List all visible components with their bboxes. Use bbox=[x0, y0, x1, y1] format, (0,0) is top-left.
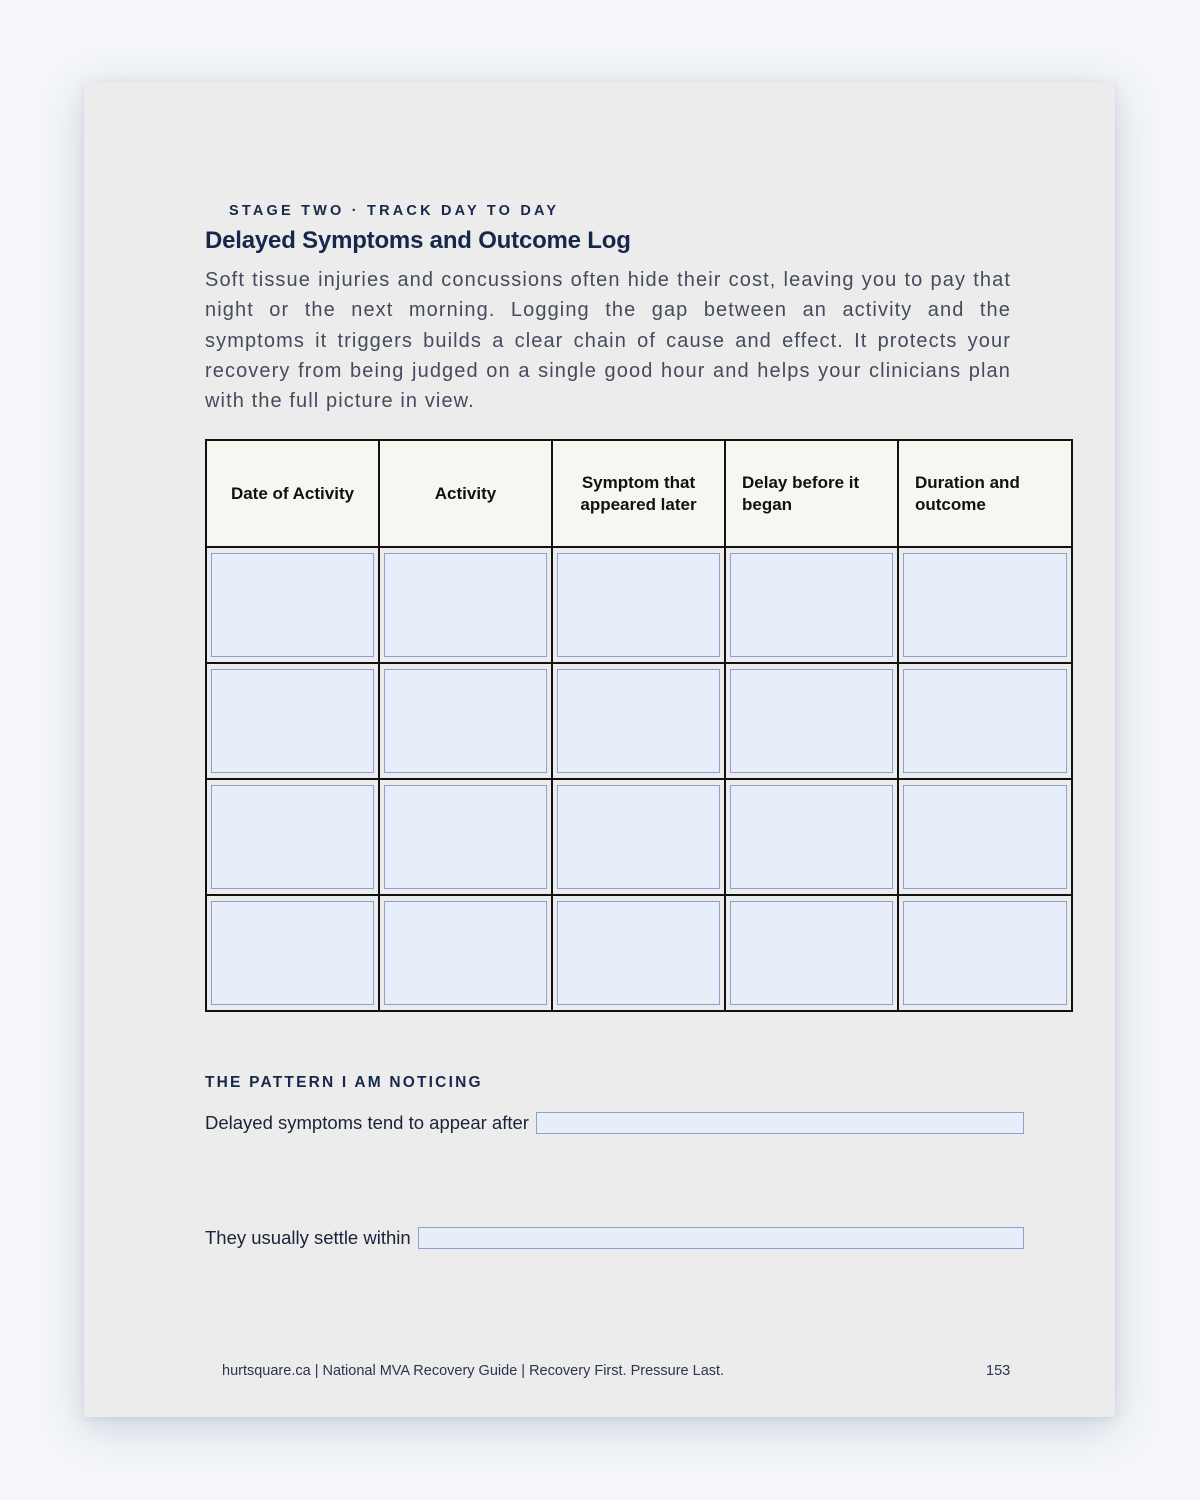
entry-field-duration[interactable] bbox=[903, 785, 1067, 889]
table-cell bbox=[725, 663, 898, 779]
column-header-date bbox=[206, 440, 379, 547]
table-cell bbox=[552, 663, 725, 779]
table-cell bbox=[379, 895, 552, 1011]
pattern-prompt-row-settle bbox=[205, 1227, 1024, 1249]
pattern-prompt-row-after bbox=[205, 1112, 1024, 1134]
entry-field-symptom[interactable] bbox=[557, 901, 720, 1005]
table-row bbox=[206, 663, 1072, 779]
column-header-activity bbox=[379, 440, 552, 547]
pattern-prompt-label: They usually settle within bbox=[205, 1227, 411, 1248]
table-cell bbox=[552, 895, 725, 1011]
table-cell bbox=[379, 547, 552, 663]
page-number: 153 bbox=[986, 1363, 1011, 1379]
stage-kicker: STAGE TWO · TRACK DAY TO DAY bbox=[229, 203, 560, 219]
column-header-label: Duration and outcome bbox=[915, 472, 1020, 514]
entry-field-duration[interactable] bbox=[903, 553, 1067, 657]
table-cell bbox=[898, 663, 1072, 779]
entry-field-activity[interactable] bbox=[384, 669, 547, 773]
table-cell bbox=[379, 779, 552, 895]
entry-field-duration[interactable] bbox=[903, 901, 1067, 1005]
entry-field-delay[interactable] bbox=[730, 553, 893, 657]
table-cell bbox=[206, 663, 379, 779]
table-cell bbox=[898, 895, 1072, 1011]
entry-field-symptom[interactable] bbox=[557, 553, 720, 657]
pattern-heading: THE PATTERN I AM NOTICING bbox=[205, 1074, 483, 1091]
entry-field-activity[interactable] bbox=[384, 901, 547, 1005]
pattern-prompt-label: Delayed symptoms tend to appear after bbox=[205, 1112, 529, 1133]
table-row bbox=[206, 895, 1072, 1011]
page-title: Delayed Symptoms and Outcome Log bbox=[205, 227, 631, 254]
entry-field-date[interactable] bbox=[211, 785, 374, 889]
entry-field-delay[interactable] bbox=[730, 669, 893, 773]
table-cell bbox=[725, 547, 898, 663]
table-cell bbox=[552, 779, 725, 895]
column-header-symptom bbox=[552, 440, 725, 547]
footer-text: hurtsquare.ca | National MVA Recovery Guide | Recovery First. Pressure Last. bbox=[222, 1363, 725, 1379]
entry-field-delay[interactable] bbox=[730, 785, 893, 889]
symptom-log-table bbox=[205, 439, 1073, 1012]
table-cell bbox=[206, 547, 379, 663]
entry-field-delay[interactable] bbox=[730, 901, 893, 1005]
table-header-row bbox=[206, 440, 1072, 547]
table-cell bbox=[725, 895, 898, 1011]
settle-within-field[interactable] bbox=[418, 1227, 1024, 1249]
appear-after-field[interactable] bbox=[536, 1112, 1024, 1134]
entry-field-date[interactable] bbox=[211, 553, 374, 657]
table-cell bbox=[206, 895, 379, 1011]
table-cell bbox=[206, 779, 379, 895]
entry-field-activity[interactable] bbox=[384, 553, 547, 657]
column-header-duration bbox=[898, 440, 1072, 547]
entry-field-date[interactable] bbox=[211, 669, 374, 773]
table-row bbox=[206, 547, 1072, 663]
column-header-label: Date of Activity bbox=[230, 483, 355, 503]
entry-field-duration[interactable] bbox=[903, 669, 1067, 773]
table-cell bbox=[898, 547, 1072, 663]
table-row bbox=[206, 779, 1072, 895]
table-cell bbox=[552, 547, 725, 663]
column-header-label: Activity bbox=[434, 483, 497, 503]
table-cell bbox=[898, 779, 1072, 895]
table-cell bbox=[379, 663, 552, 779]
table-cell bbox=[725, 779, 898, 895]
entry-field-symptom[interactable] bbox=[557, 669, 720, 773]
entry-field-activity[interactable] bbox=[384, 785, 547, 889]
column-header-delay bbox=[725, 440, 898, 547]
entry-field-date[interactable] bbox=[211, 901, 374, 1005]
intro-paragraph: Soft tissue injuries and concussions often hide their cost, leaving you to pay that night or the next morning. Logging the gap between an activity and the symptoms it triggers builds a clear chain of cause and effect. It protects your recovery from being judged on a single good hour and helps your clinicians plan with the full picture in view. bbox=[205, 269, 1011, 413]
document-page bbox=[84, 82, 1115, 1417]
column-header-label: Delay before it began bbox=[742, 472, 860, 514]
column-header-label: Symptom that appeared later bbox=[580, 472, 697, 514]
entry-field-symptom[interactable] bbox=[557, 785, 720, 889]
